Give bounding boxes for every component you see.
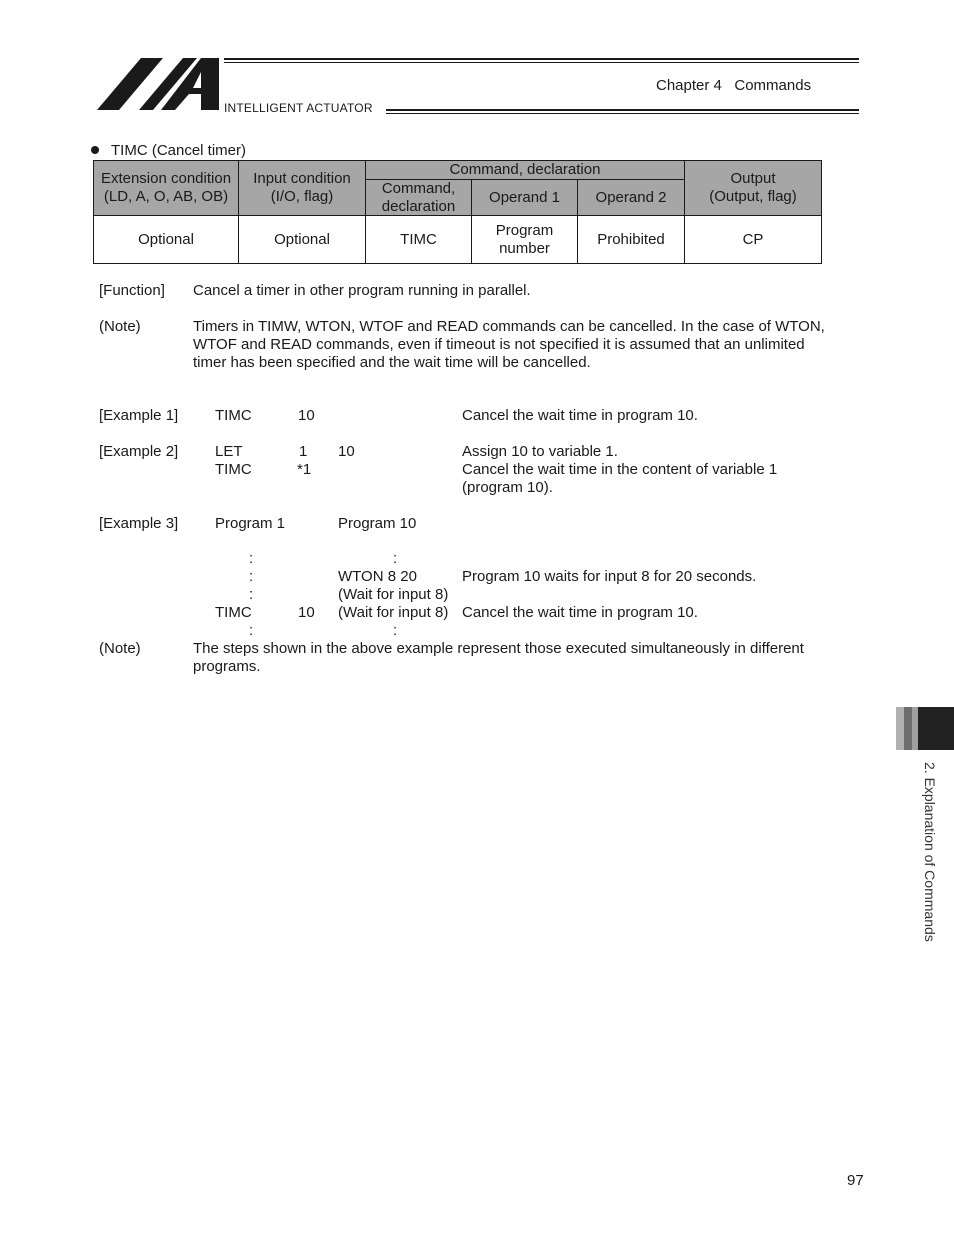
function-label: [Function] [99, 282, 165, 299]
example1-label: [Example 1] [99, 407, 179, 424]
example2-line1-operand1: 1 [299, 443, 308, 460]
example3-colon: : [249, 550, 254, 567]
header-command: Command, declaration [365, 179, 472, 216]
chapter-title: Chapter 4 Commands [656, 77, 812, 94]
chapter-tab-marker [896, 707, 954, 750]
header-operand1: Operand 1 [471, 179, 578, 216]
side-section-label: 2. Explanation of Commands [922, 762, 938, 942]
example2-line2-command: TIMC [215, 461, 252, 478]
bullet-icon [91, 146, 99, 154]
example2-line1-comment: Assign 10 to variable 1. [462, 443, 618, 460]
header-extension-condition: Extension condition (LD, A, O, AB, OB) [93, 160, 239, 216]
example2-line2-operand1: *1 [297, 461, 312, 478]
header-output: Output (Output, flag) [684, 160, 822, 216]
example3-colon: : [249, 622, 254, 639]
brand-name: INTELLIGENT ACTUATOR [224, 101, 373, 115]
header-operand2: Operand 2 [577, 179, 685, 216]
example3-timc-operand: 10 [298, 604, 315, 621]
header-rule-bottom [386, 109, 859, 111]
header-rule-top [224, 58, 859, 60]
example2-line1-command: LET [215, 443, 243, 460]
header-rule-top-thin [224, 62, 859, 63]
example3-program-a: Program 1 [215, 515, 286, 532]
cell-operand2: Prohibited [577, 215, 685, 264]
header-command-group: Command, declaration [365, 160, 685, 180]
example2-line2-comment: Cancel the wait time in the content of variable 1 (program 10). [462, 461, 778, 496]
header-rule-bottom-thin [386, 113, 859, 114]
function-text: Cancel a timer in other program running in parallel. [193, 282, 531, 299]
example3-timc-command: TIMC [215, 604, 252, 621]
example1-operand1: 10 [298, 407, 315, 424]
cell-operand1: Program number [471, 215, 578, 264]
example3-wton-comment: Program 10 waits for input 8 for 20 seconds. [462, 568, 757, 585]
example3-colon: : [249, 568, 254, 585]
section-title: TIMC (Cancel timer) [111, 142, 247, 159]
example1-comment: Cancel the wait time in program 10. [462, 407, 698, 424]
page-number: 97 [847, 1172, 864, 1189]
example3-wton-step: WTON 8 20 [338, 568, 417, 585]
example3-program-b: Program 10 [338, 515, 417, 532]
example1-command: TIMC [215, 407, 252, 424]
example2-line1-operand2: 10 [338, 443, 355, 460]
example2-label: [Example 2] [99, 443, 179, 460]
note2-text: The steps shown in the above example represent those executed simultaneously in different programs. [193, 640, 804, 675]
example3-wait-text-1: (Wait for input 8) [338, 586, 449, 603]
cell-command: TIMC [365, 215, 472, 264]
note1-text: Timers in TIMW, WTON, WTOF and READ commands can be cancelled. In the case of WTON, WTOF and READ commands, even if timeout is not specified it is assumed that an unlimited timer has been specified and the wait time will be cancelled. [193, 318, 825, 371]
example3-colon: : [393, 550, 398, 567]
cell-extension: Optional [93, 215, 239, 264]
note1-label: (Note) [99, 318, 141, 335]
example3-colon: : [249, 586, 254, 603]
command-table [93, 160, 822, 264]
header-input-condition: Input condition (I/O, flag) [238, 160, 366, 216]
example3-timc-comment: Cancel the wait time in program 10. [462, 604, 698, 621]
cell-output: CP [684, 215, 822, 264]
example3-wait-text-2: (Wait for input 8) [338, 604, 449, 621]
iai-logo [97, 58, 219, 110]
cell-input: Optional [238, 215, 366, 264]
example3-colon: : [393, 622, 398, 639]
note2-label: (Note) [99, 640, 141, 657]
example3-label: [Example 3] [99, 515, 179, 532]
